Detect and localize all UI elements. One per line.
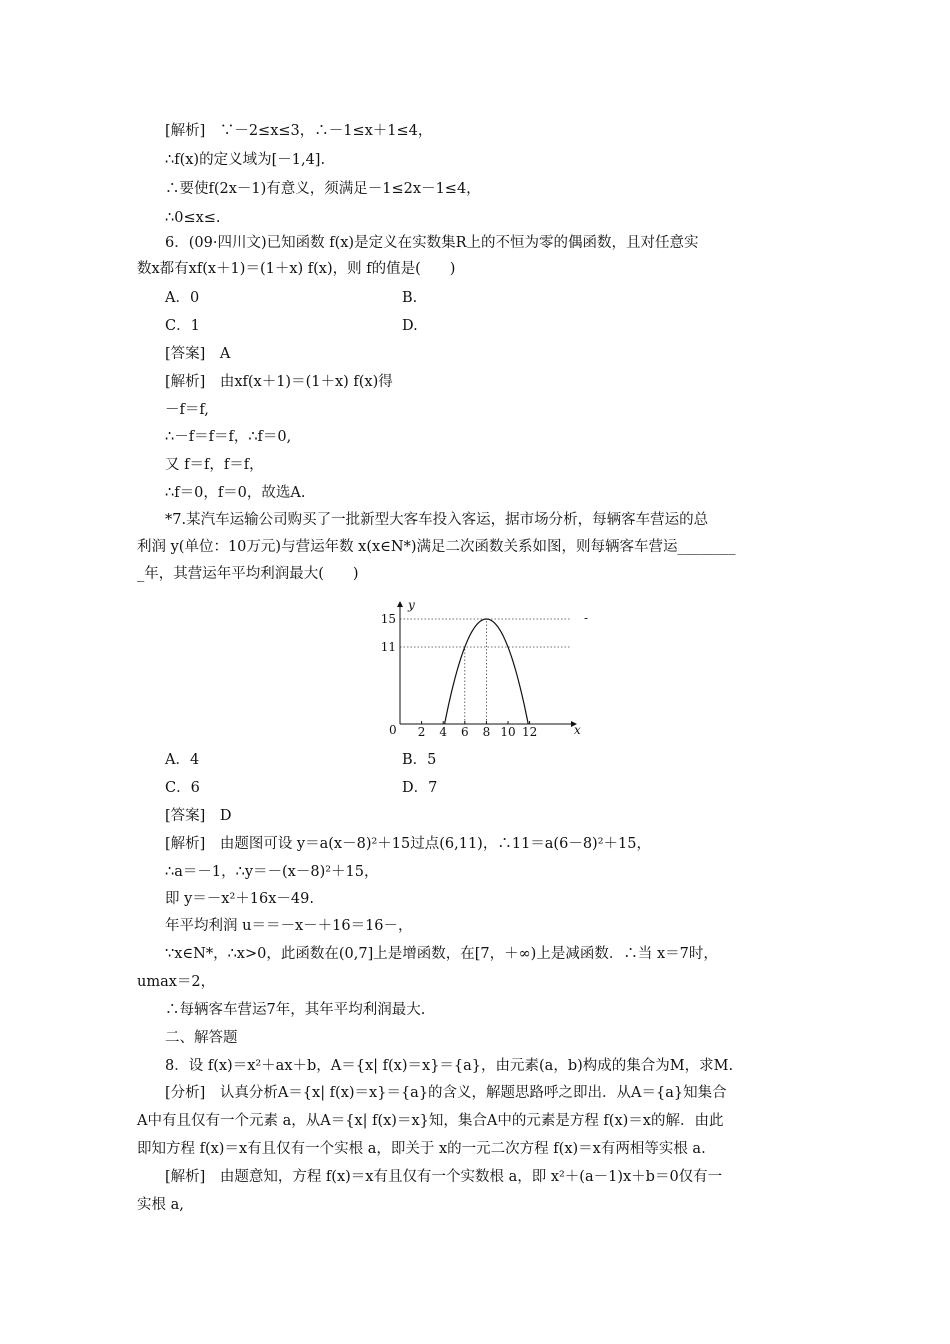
stray-tick-mark: -: [584, 611, 589, 625]
question-7-line-3: _年，其营运年平均利润最大( ): [137, 566, 359, 582]
question-6-line-1: 6．(09·四川文)已知函数 f(x)是定义在实数集R上的不恒为零的偶函数，且对任意实: [165, 235, 699, 251]
analysis-7-line-7: ∴每辆客车营运7年，其年平均利润最大.: [165, 1002, 426, 1018]
x-tick-label-10: 10: [500, 725, 516, 739]
question-6-line-2: 数x都有xf(x＋1)＝(1＋x) f(x)，则 f的值是( ): [137, 261, 456, 277]
analysis-8-line-2: A中有且仅有一个元素 a，从A＝{x| f(x)＝x}知，集合A中的元素是方程 f(x)＝x的解．由此: [137, 1113, 724, 1129]
analysis-6-line-5: ∴f＝0，f＝0，故选A.: [165, 485, 306, 501]
analysis-6-line-3: ∴－f＝f＝f，∴f＝0,: [165, 429, 292, 445]
option-c-7: C．6: [165, 780, 200, 796]
analysis-6-line-4: 又 f＝f，f＝f，: [165, 457, 264, 473]
text-line-1: [解析] ∵－2≤x≤3，∴－1≤x＋1≤4，: [165, 123, 433, 139]
section-heading-answers: 二、解答题: [165, 1030, 238, 1046]
question-7-line-1: *7.某汽车运输公司购买了一批新型大客车投入客运，据市场分析，每辆客车营运的总: [165, 512, 709, 528]
profit-graph: [380, 598, 590, 748]
text-line-4: ∴0≤x≤.: [165, 210, 221, 226]
analysis-8-line-3: 即知方程 f(x)＝x有且仅有一个实根 a，即关于 x的一元二次方程 f(x)＝x有两相等实根 a.: [137, 1141, 706, 1157]
y-tick-label-11: 11: [380, 640, 396, 654]
analysis-7-line-1: [解析] 由题图可设 y＝a(x－8)²＋15过点(6,11)，∴11＝a(6－8)²＋15，: [165, 836, 651, 852]
analysis-8-line-5: 实根 a,: [137, 1197, 184, 1213]
y-ticks: [381, 612, 396, 654]
analysis-6-line-2: －f＝f,: [165, 402, 209, 418]
option-d-7: D．7: [402, 780, 438, 796]
analysis-6-line-1: [解析] 由xf(x＋1)＝(1＋x) f(x)得: [165, 374, 393, 390]
analysis-7-line-6: umax＝2，: [137, 974, 216, 990]
question-7-line-2: 利润 y(单位：10万元)与营运年数 x(x∈N*)满足二次函数关系如图，则每辆客车营运________: [137, 539, 736, 555]
analysis-7-line-3: 即 y＝－x²＋16x－49.: [165, 891, 314, 907]
reference-lines: [400, 619, 570, 724]
graph-svg: [380, 598, 590, 748]
option-a: A．0: [165, 290, 200, 306]
x-tick-label-8: 8: [482, 725, 491, 739]
analysis-8-line-1: [分析] 认真分析A＝{x| f(x)＝x}＝{a}的含义，解题思路呼之即出．从A＝{a}知集合: [165, 1085, 727, 1101]
option-a-7: A．4: [165, 752, 200, 768]
answer-7: [答案] D: [165, 808, 232, 824]
y-tick-label-15: 15: [380, 612, 396, 626]
text-line-3: ∴要使f(2x－1)有意义，须满足－1≤2x－1≤4，: [165, 181, 481, 197]
y-axis-label: y: [408, 598, 415, 612]
x-tick-label-12: 12: [521, 725, 538, 739]
option-d: D.: [402, 318, 418, 334]
analysis-8-line-4: [解析] 由题意知，方程 f(x)＝x有且仅有一个实数根 a，即 x²＋(a－1)x＋b＝0仅有一: [165, 1169, 723, 1185]
origin-label: 0: [389, 723, 397, 737]
x-tick-label-2: 2: [417, 725, 426, 739]
text-line-2: ∴f(x)的定义域为[－1,4].: [165, 152, 326, 168]
analysis-7-line-5: ∵x∈N*，∴x>0，此函数在(0,7]上是增函数，在[7，＋∞)上是减函数．∴当 x＝7时，: [165, 946, 718, 962]
x-tick-label-4: 4: [439, 725, 448, 739]
answer-6: [答案] A: [165, 346, 231, 362]
analysis-7-line-2: ∴a＝－1，∴y＝－(x－8)²＋15，: [165, 864, 379, 880]
option-b-7: B．5: [402, 752, 437, 768]
x-tick-label-6: 6: [460, 725, 469, 739]
x-axis-label: x: [574, 723, 581, 737]
analysis-7-line-4: 年平均利润 u＝＝－x－＋16＝16－，: [165, 918, 413, 934]
option-c: C．1: [165, 318, 200, 334]
question-8: 8．设 f(x)＝x²＋ax＋b，A＝{x| f(x)＝x}＝{a}，由元素(a，b)构成的集合为M，求M.: [165, 1058, 734, 1074]
option-b: B.: [402, 290, 418, 306]
